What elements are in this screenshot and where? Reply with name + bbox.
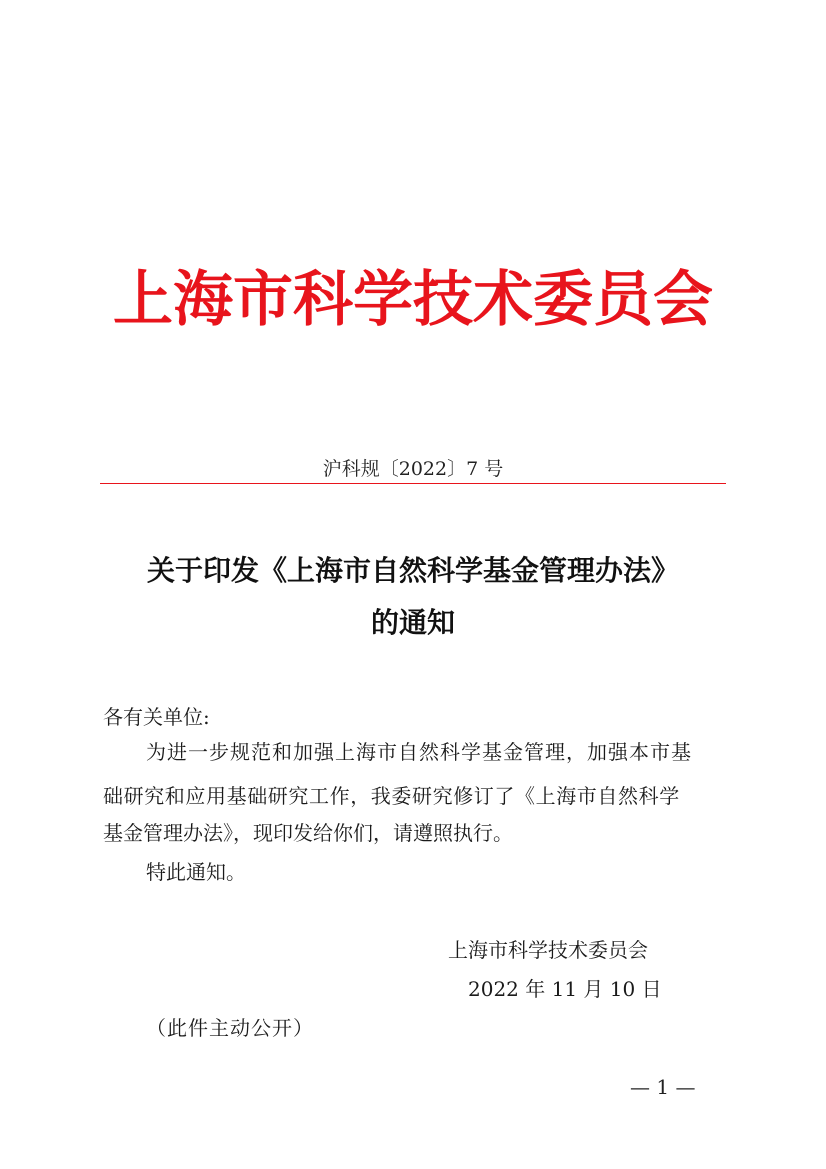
- body-paragraph-line: 础研究和应用基础研究工作，我委研究修订了《上海市自然科学: [103, 784, 680, 808]
- publicity-note: （此件主动公开）: [146, 1016, 314, 1040]
- closing-remark: 特此通知。: [146, 860, 246, 884]
- salutation: 各有关单位:: [103, 705, 210, 729]
- red-divider-line: [100, 483, 726, 484]
- document-title-line-1: 关于印发《上海市自然科学基金管理办法》: [146, 554, 679, 587]
- document-title-line-2: 的通知: [370, 606, 455, 639]
- signer-org: 上海市科学技术委员会: [448, 938, 648, 962]
- issue-date: 2022 年 11 月 10 日: [468, 977, 662, 1001]
- masthead-org-name: 上海市科学技术委员会: [113, 265, 713, 335]
- body-paragraph-line: 基金管理办法》，现印发给你们，请遵照执行。: [103, 821, 513, 845]
- page-number: — 1 —: [630, 1075, 696, 1099]
- body-paragraph-line: 为进一步规范和加强上海市自然科学基金管理，加强本市基: [146, 740, 692, 764]
- document-number: 沪科规〔2022〕7 号: [322, 458, 504, 480]
